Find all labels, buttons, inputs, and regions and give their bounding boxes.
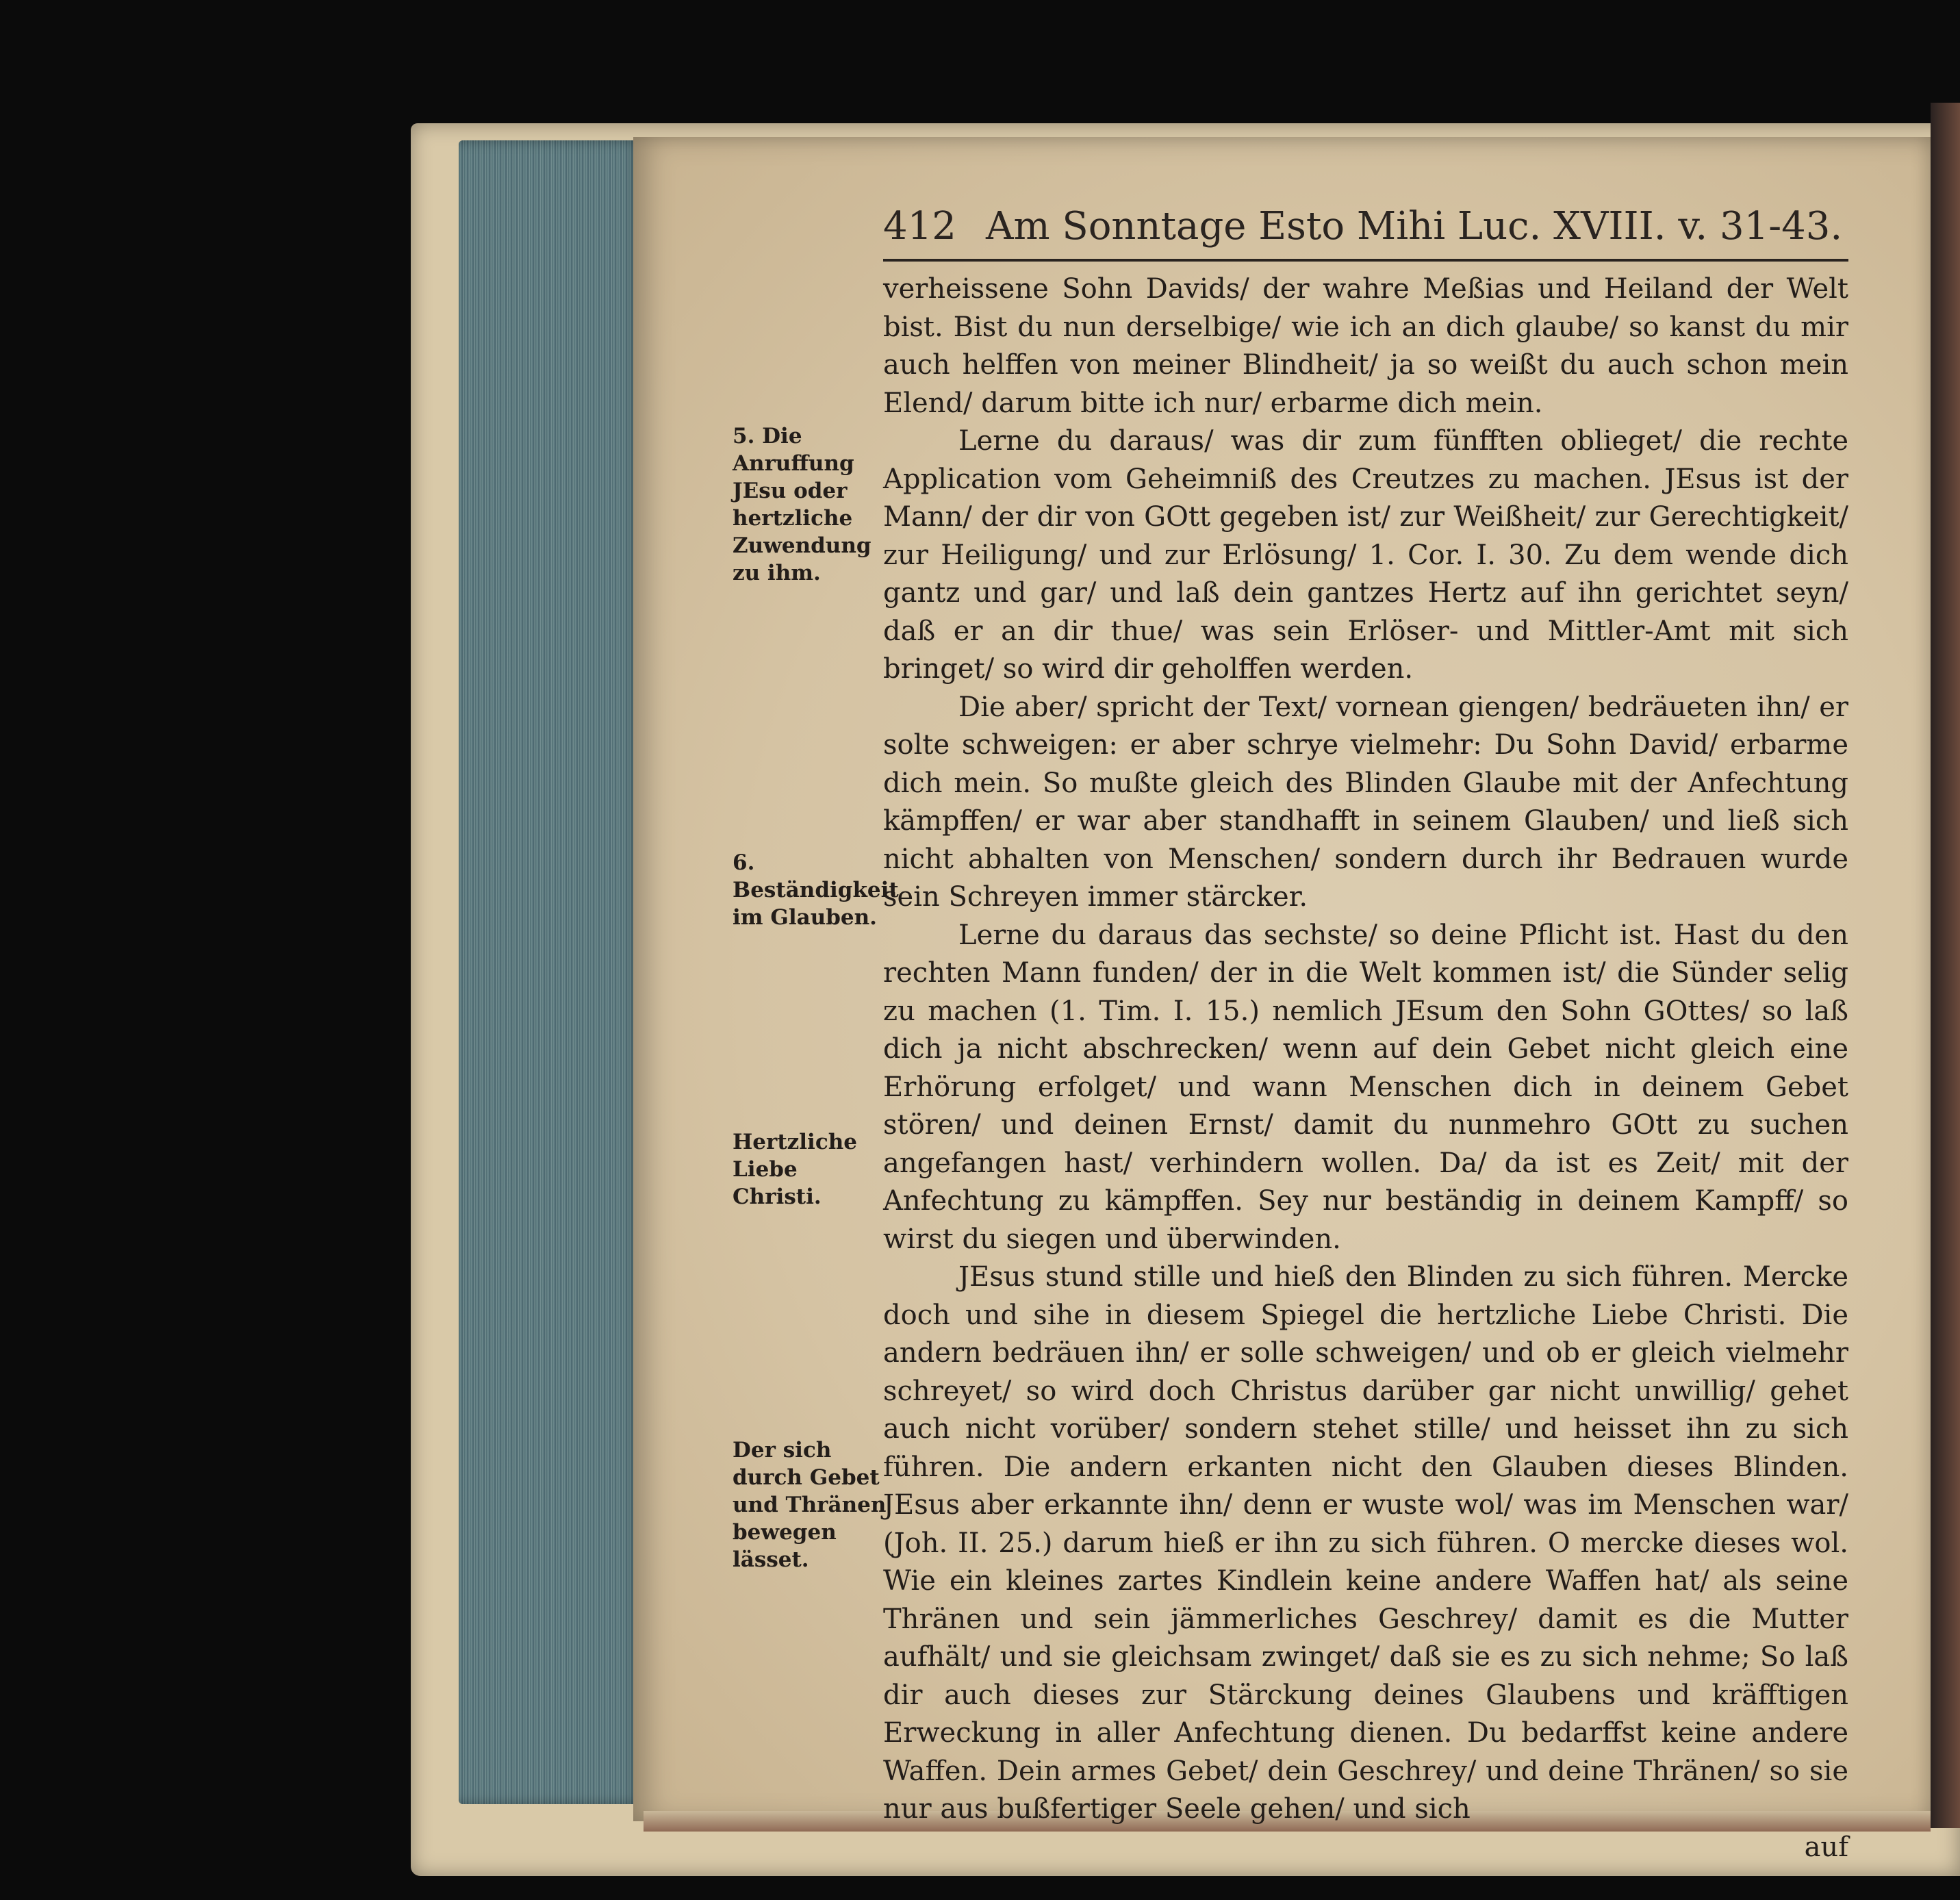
marginal-note: 5. Die Anruffung JEsu oder hertzliche Zuwendung zu ihm. [733,424,871,585]
paragraph: Lerne du daraus das sechste/ so deine Pflicht ist. Hast du den rechten Mann funden/ der in die Welt kommen ist/ die Sünder selig zu machen (1. Tim. I. 15.) nemlich JEsum den Sohn GOttes/ so laß dich ja nicht abschrecken/ wenn auf dein Gebet nicht gleich eine Erhörung erfolget/ und wann Menschen dich in deinem Gebet stören/ und deinen Ernst/ damit du nunmehro GOtt zu suchen angefangen hast/ verhindern wollen. Da/ da ist es Zeit/ mit der Anfechtung zu kämpffen. Sey nur beständig in deinem Kampff/ so wirst du siegen und überwinden. [883,919,1848,1255]
paragraph: JEsus stund stille und hieß den Blinden zu sich führen. Mercke doch und sihe in diesem Spiegel die hertzliche Liebe Christi. Die andern bedräuen ihn/ er solle schweigen/ und ob er gleich vielmehr schreyet/ so wird doch Christus darüber gar nicht unwillig/ gehet auch nicht vorüber/ sondern stehet stille/ und heisset ihn zu sich führen. Die andern erkanten nicht den Glauben dieses Blinden. JEsus aber erkannte ihn/ denn er wuste wol/ was im Menschen war/ (Joh. II. 25.) darum hieß er ihn zu sich führen. O mercke dieses wol. Wie ein kleines zartes Kindlein keine andere Waffen hat/ als seine Thränen und sein jämmerliches Geschrey/ damit es die Mutter aufhält/ und sie gleichsam zwinget/ daß sie es zu sich nehme; So laß dir auch dieses zur Stärckung deines Glaubens und kräfftigen Erweckung in aller Anfechtung dienen. Du bedarffst keine andere Waffen. Dein armes Gebet/ dein Geschrey/ und deine Thränen/ so sie nur aus bußfertiger Seele gehen/ und sich [883,1261,1848,1825]
page-number: 412 [883,204,956,249]
paragraph: Lerne du daraus/ was dir zum fünfften oblieget/ die rechte Application vom Geheimniß des Creutzes zu machen. JEsus ist der Mann/ der dir von GOtt gegeben ist/ zur Weißheit/ zur Gerechtigkeit/ zur Heiligung/ und zur Erlösung/ 1. Cor. I. 30. Zu dem wende dich gantz und gar/ und laß dein gantzes Hertz auf ihn gerichtet seyn/ daß er an dir thue/ was sein Erlöser- und Mittler-Amt mit sich bringet/ so wird dir geholffen werden. [883,425,1848,685]
marginal-note: 6. Beständigkeit im Glauben. [733,850,899,930]
body-text [883,270,1848,1866]
facing-page-edge [1931,103,1960,1828]
page-edges [459,140,644,1804]
paragraph: verheissene Sohn Davids/ der wahre Meßias und Heiland der Welt bist. Bist du nun derselbige/ wie ich an dich glaube/ so kanst du mir auch helffen von meiner Blindheit/ ja so weißt du auch schon mein Elend/ darum bitte ich nur/ erbarme dich mein. [883,273,1848,419]
running-title: Am Sonntage Esto Mihi Luc. XVIII. v. 31-43. [986,204,1843,249]
page-header [883,204,1848,259]
marginal-note: Der sich durch Gebet und Thränen bewegen lässet. [733,1438,887,1572]
paragraph: Die aber/ spricht der Text/ vornean giengen/ bedräueten ihn/ er solte schweigen: er aber schrye vielmehr: Du Sohn David/ erbarme dich mein. So mußte gleich des Blinden Glaube mit der Anfechtung kämpffen/ er war aber standhafft in seinem Glauben/ und ließ sich nicht abhalten von Menschen/ sondern durch ihr Bedrauen wurde sein Schreyen immer stärcker. [883,691,1848,913]
marginal-note: Hertzliche Liebe Christi. [733,1130,857,1209]
header-rule [883,259,1848,262]
catchword: auf [1804,1831,1848,1863]
